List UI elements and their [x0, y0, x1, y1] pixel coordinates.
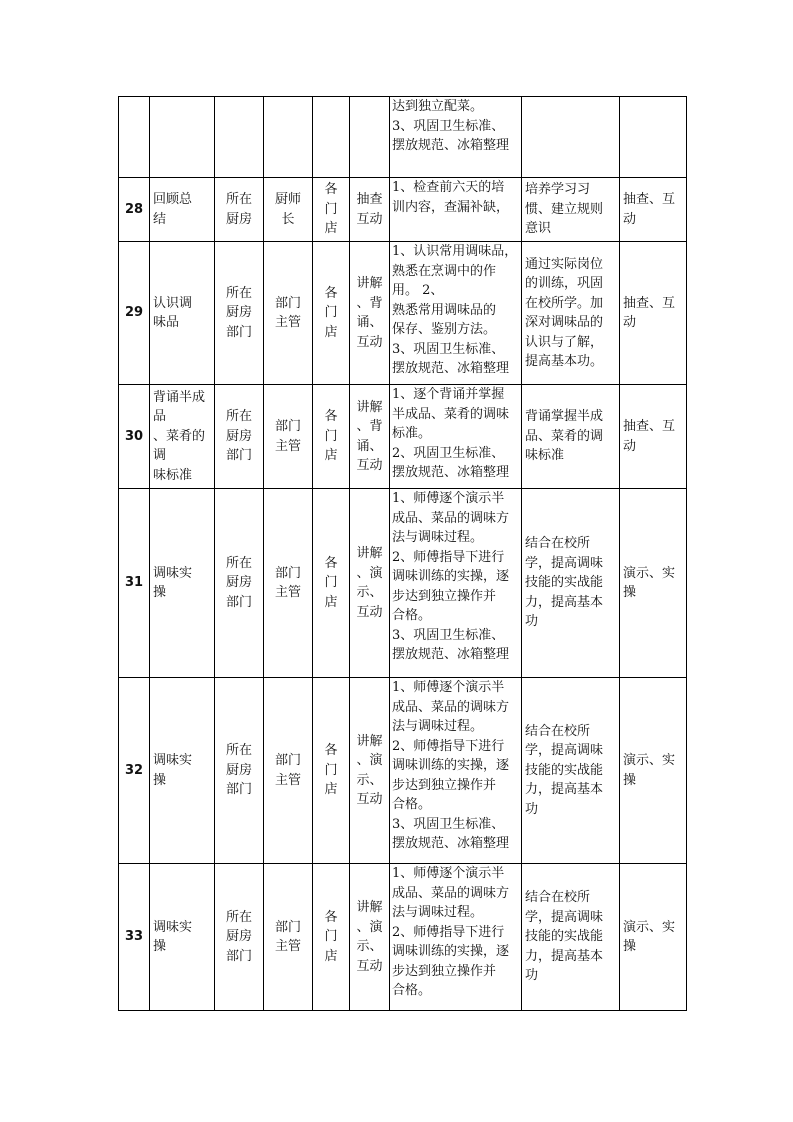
teacher-cell: 部门 主管	[264, 242, 313, 385]
store-cell: 各 门 店	[313, 678, 350, 864]
check-cell: 抽查、互 动	[620, 242, 687, 385]
place-cell: 所在 厨房 部门	[215, 489, 264, 678]
table-row	[119, 242, 687, 385]
store-cell	[313, 97, 350, 178]
row-number: 32	[119, 678, 150, 864]
table-row	[119, 678, 687, 864]
place-cell: 所在 厨房 部门	[215, 385, 264, 489]
topic-cell: 回顾总 结	[150, 178, 215, 242]
place-cell	[215, 97, 264, 178]
method-cell: 讲解 、演 示、 互动	[350, 678, 390, 864]
table-row	[119, 97, 687, 178]
table-body	[119, 97, 687, 1011]
method-cell: 讲解 、演 示、 互动	[350, 864, 390, 1011]
place-cell: 所在 厨房 部门	[215, 242, 264, 385]
content-cell: 1、逐个背诵并掌握 半成品、菜肴的调味 标准。 2、巩固卫生标准、 摆放规范、冰箱整理	[390, 385, 522, 489]
row-number: 30	[119, 385, 150, 489]
teacher-cell	[264, 97, 313, 178]
content-cell: 1、检查前六天的培 训内容，查漏补缺，	[390, 178, 522, 242]
method-cell: 讲解 、背 诵、 互动	[350, 385, 390, 489]
content-cell: 1、认识常用调味品， 熟悉在烹调中的作 用。 2、 熟悉常用调味品的 保存、鉴别方法。 3、巩固卫生标准、 摆放规范、冰箱整理	[390, 242, 522, 385]
goal-cell: 结合在校所 学，提高调味 技能的实战能 力，提高基本 功	[522, 489, 620, 678]
training-schedule-table	[118, 96, 687, 1011]
row-number: 29	[119, 242, 150, 385]
table-row	[119, 385, 687, 489]
row-number	[119, 97, 150, 178]
row-number: 28	[119, 178, 150, 242]
check-cell: 抽查、互 动	[620, 178, 687, 242]
method-cell: 讲解 、背 诵、 互动	[350, 242, 390, 385]
store-cell: 各 门 店	[313, 385, 350, 489]
topic-cell: 调味实 操	[150, 678, 215, 864]
topic-cell: 认识调 味品	[150, 242, 215, 385]
content-cell: 1、师傅逐个演示半 成品、菜品的调味方 法与调味过程。 2、师傅指导下进行 调味训练的实操，逐 步达到独立操作并 合格。 3、巩固卫生标准、 摆放规范、冰箱整理	[390, 678, 522, 864]
row-number: 33	[119, 864, 150, 1011]
check-cell: 演示、实 操	[620, 678, 687, 864]
row-number: 31	[119, 489, 150, 678]
method-cell	[350, 97, 390, 178]
topic-cell	[150, 97, 215, 178]
content-cell: 1、师傅逐个演示半 成品、菜品的调味方 法与调味过程。 2、师傅指导下进行 调味训练的实操，逐 步达到独立操作并 合格。 3、巩固卫生标准、 摆放规范、冰箱整理	[390, 489, 522, 678]
table-row	[119, 489, 687, 678]
place-cell: 所在 厨房 部门	[215, 678, 264, 864]
store-cell: 各 门 店	[313, 864, 350, 1011]
table-row	[119, 864, 687, 1011]
store-cell: 各 门 店	[313, 242, 350, 385]
place-cell: 所在 厨房	[215, 178, 264, 242]
method-cell: 抽查 互动	[350, 178, 390, 242]
content-cell: 达到独立配菜。 3、巩固卫生标准、 摆放规范、冰箱整理	[390, 97, 522, 178]
goal-cell: 结合在校所 学，提高调味 技能的实战能 力，提高基本 功	[522, 864, 620, 1011]
method-cell: 讲解 、演 示、 互动	[350, 489, 390, 678]
goal-cell: 背诵掌握半成 品、菜肴的调 味标准	[522, 385, 620, 489]
content-cell: 1、师傅逐个演示半 成品、菜品的调味方 法与调味过程。 2、师傅指导下进行 调味训练的实操，逐 步达到独立操作并 合格。	[390, 864, 522, 1011]
teacher-cell: 部门 主管	[264, 678, 313, 864]
goal-cell: 结合在校所 学，提高调味 技能的实战能 力，提高基本 功	[522, 678, 620, 864]
teacher-cell: 部门 主管	[264, 864, 313, 1011]
goal-cell: 通过实际岗位 的训练，巩固 在校所学。加 深对调味品的 认识与了解， 提高基本功。	[522, 242, 620, 385]
topic-cell: 调味实 操	[150, 489, 215, 678]
topic-cell: 调味实 操	[150, 864, 215, 1011]
place-cell: 所在 厨房 部门	[215, 864, 264, 1011]
goal-cell	[522, 97, 620, 178]
check-cell: 演示、实 操	[620, 864, 687, 1011]
teacher-cell: 部门 主管	[264, 385, 313, 489]
check-cell	[620, 97, 687, 178]
table-row	[119, 178, 687, 242]
teacher-cell: 部门 主管	[264, 489, 313, 678]
topic-cell: 背诵半成品 、菜肴的调 味标准	[150, 385, 215, 489]
store-cell: 各 门 店	[313, 178, 350, 242]
store-cell: 各 门 店	[313, 489, 350, 678]
check-cell: 演示、实 操	[620, 489, 687, 678]
goal-cell: 培养学习习 惯、建立规则 意识	[522, 178, 620, 242]
check-cell: 抽查、互 动	[620, 385, 687, 489]
teacher-cell: 厨师 长	[264, 178, 313, 242]
